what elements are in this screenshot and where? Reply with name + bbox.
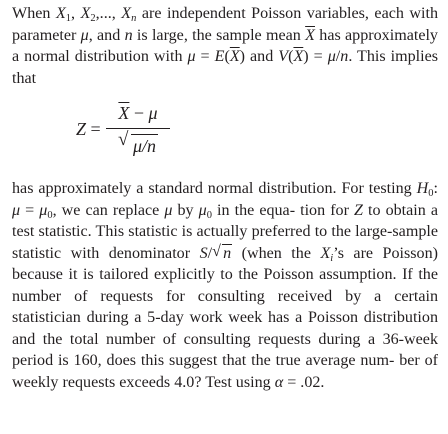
text-span: ber of weekly requests exceeds 4.0? Test using: [12, 352, 439, 391]
text-span: in the equa-: [212, 201, 296, 219]
text-span: ) =: [303, 48, 328, 65]
text-span: period is 160, does this suggest that the true average num-: [12, 352, 395, 369]
math-symbol: μ: [164, 201, 173, 219]
subscript: 1: [65, 13, 72, 24]
text-span: has approximately a normal distribution with: [12, 26, 438, 65]
text-span: has approximately a standard normal distribution. For: [12, 180, 364, 197]
math-symbol: μ: [187, 48, 196, 65]
math-symbol: μ: [39, 201, 48, 219]
subscript: 0: [47, 209, 53, 221]
math-symbol: Z: [354, 201, 363, 219]
equation-numerator: $\overline{X} - \mu$: [118, 103, 158, 123]
text-span: is large, the sample mean: [132, 26, 301, 44]
text-span: ): [239, 48, 246, 65]
math-symbol: E: [214, 48, 225, 65]
math-symbol: μ: [198, 201, 207, 219]
text-span: When: [12, 5, 56, 22]
text-span: each with parameter: [12, 5, 439, 44]
math-symbol: α: [274, 373, 284, 391]
square-root: [117, 129, 158, 160]
math-symbol: n: [340, 48, 349, 65]
math-symbol: H: [416, 180, 429, 197]
text-span: =: [20, 201, 40, 219]
equation-fraction: [106, 100, 170, 160]
sample-mean-symbol: $\overline{X}$: [293, 48, 304, 65]
text-span: /: [207, 244, 213, 262]
math-symbol: μ: [148, 103, 158, 123]
sample-mean-symbol: $\overline{X}$: [305, 26, 315, 44]
square-root: [212, 243, 232, 265]
radical-sign: √: [117, 129, 129, 151]
math-symbol: X: [320, 244, 331, 262]
text-span: (when the: [232, 244, 321, 262]
subscript: 0: [428, 188, 434, 199]
subscript: n: [131, 13, 137, 24]
text-span: ,: [71, 5, 81, 22]
z-statistic-equation: [12, 100, 438, 176]
problem-paragraph: [12, 178, 438, 393]
equation-denominator: [106, 129, 170, 160]
text-span: the total number of consulting requests during a 36-week: [42, 330, 438, 348]
text-span: during a 5-day work week has a Poisson distribution and: [12, 309, 438, 348]
text-span: to obtain a test statistic. This statistic is actually: [12, 201, 438, 240]
text-span: are independent Poisson variables,: [136, 5, 369, 22]
text-span: /: [335, 48, 341, 65]
text-span: requests for consulting received by a certain statistician: [12, 287, 438, 326]
text-span: tion for: [300, 201, 355, 219]
math-symbol: Z: [76, 119, 87, 139]
subscript: 2: [90, 13, 96, 24]
text-span: , and: [88, 26, 125, 44]
radicand: μ/n: [132, 136, 157, 157]
text-span: =: [195, 48, 215, 65]
math-symbol: S: [199, 244, 208, 262]
equation-lhs: Z =: [76, 119, 101, 139]
text-span: and: [250, 48, 279, 65]
fraction-bar: [106, 128, 170, 129]
math-symbol: μ: [80, 26, 89, 44]
text-span: explicitly to the Poisson assumption. If the number of: [12, 266, 438, 305]
text-span: preferred to the large-sample statistic with denominator: [12, 223, 438, 262]
text-span: . This implies that: [12, 48, 439, 87]
text-span: ’s are Poisson) because it is tailored: [12, 244, 438, 283]
math-symbol: μ: [12, 201, 21, 219]
text-span: ,...,: [95, 5, 122, 22]
text-span: = .02.: [283, 373, 325, 391]
subscript: 0: [206, 209, 212, 221]
text-span: :: [433, 180, 438, 197]
text-span: , we can replace: [52, 201, 165, 219]
math-symbol: X: [121, 5, 132, 22]
math-symbol: n: [124, 26, 133, 44]
sample-mean-symbol: $\overline{X}$: [118, 103, 130, 123]
math-symbol: X: [80, 5, 91, 22]
text-span: testing: [368, 180, 417, 197]
sample-mean-symbol: $\overline{X}$: [229, 48, 240, 65]
text-span: by: [172, 201, 199, 219]
math-symbol: V: [278, 48, 289, 65]
math-symbol: X: [55, 5, 66, 22]
radical-sign: √: [212, 242, 221, 260]
math-symbol: μ: [327, 48, 336, 65]
radicand: n: [223, 244, 232, 262]
text-span: (: [224, 48, 230, 65]
intro-paragraph: [12, 3, 438, 89]
subscript: i: [330, 252, 334, 264]
text-span: (: [288, 48, 294, 65]
